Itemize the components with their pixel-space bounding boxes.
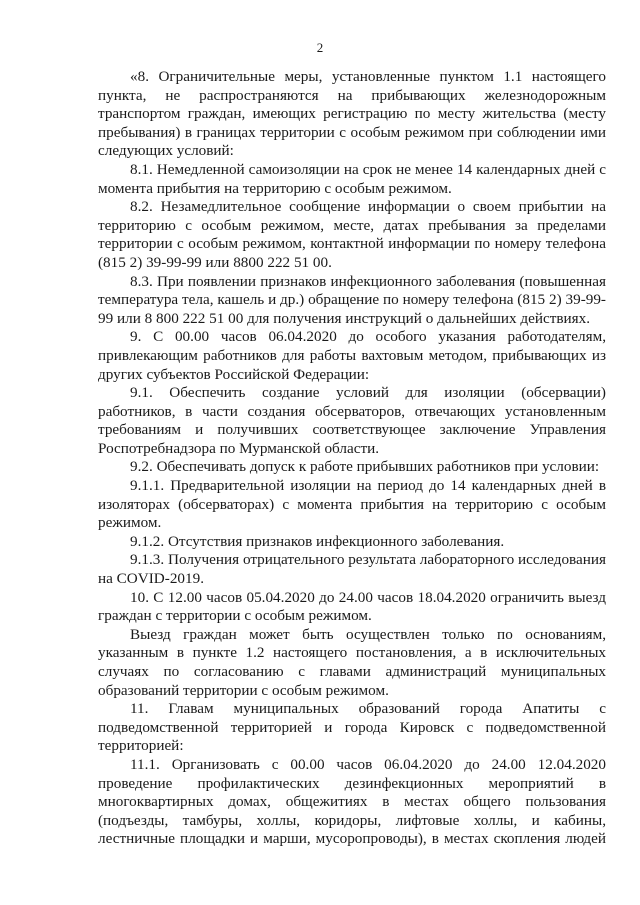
- paragraph-item-11-1: 11.1. Организовать с 00.00 часов 06.04.2020 до 24.00 12.04.2020 проведение профилактических дезинфекционных мероприятий в многоквартирных домах, общежитиях в местах общего пользования (подъезды, тамбуры, холлы, коридоры, лифтовые холлы, и кабины, лестничные площадки и марши, мусоропроводы), в местах скопления людей: [98, 755, 606, 848]
- document-body: [98, 68, 606, 849]
- paragraph-item-8-1: 8.1. Немедленной самоизоляции на срок не менее 14 календарных дней с момента прибытия на территорию с особым режимом.: [98, 160, 606, 197]
- paragraph-item-10: 10. С 12.00 часов 05.04.2020 до 24.00 часов 18.04.2020 ограничить выезд граждан с территории с особым режимом.: [98, 588, 606, 625]
- paragraph-item-8: «8. Ограничительные меры, установленные пунктом 1.1 настоящего пункта, не распространяются на прибывающих железнодорожным транспортом граждан, имеющих регистрацию по месту жительства (месту пребывания) в границах территории с особым режимом при соблюдении ими следующих условий:: [98, 68, 606, 160]
- page-number: 2: [316, 40, 324, 55]
- paragraph-item-9-1-2: 9.1.2. Отсутствия признаков инфекционного заболевания.: [130, 532, 505, 550]
- paragraph-exit-conditions: Выезд граждан может быть осуществлен только по основаниям, указанным в пункте 1.2 настоящего постановления, а в исключительных случаях по согласованию с главами администраций муниципальных образований территории с особым режимом.: [98, 625, 606, 699]
- paragraph-item-9-1: 9.1. Обеспечить создание условий для изоляции (обсервации) работников, в части создания обсерваторов, отвечающих установленным требованиям и получивших соответствующее заключение Управления Роспотребнадзора по Мурманской области.: [98, 384, 606, 457]
- paragraph-item-9-1-1: 9.1.1. Предварительной изоляции на период до 14 календарных дней в изоляторах (обсерваторах) с момента прибытия на территорию с особым режимом.: [98, 477, 606, 532]
- paragraph-item-11: 11. Главам муниципальных образований города Апатиты с подведомственной территорией и города Кировск с подведомственной территорией:: [98, 700, 606, 755]
- paragraph-item-8-2: 8.2. Незамедлительное сообщение информации о своем прибытии на территорию с особым режимом, месте, датах пребывания за пределами территории с особым режимом, контактной информации по номеру телефона (815 2) 39-99-99 или 8800 222 51 00.: [98, 198, 606, 271]
- paragraph-item-8-3: 8.3. При появлении признаков инфекционного заболевания (повышенная температура тела, кашель и др.) обращение по номеру телефона (815 2) 39-99-99 или 8 800 222 51 00 для получения инструкций о дальнейших действиях.: [98, 272, 606, 327]
- paragraph-item-9-2: 9.2. Обеспечивать допуск к работе прибывших работников при условии:: [130, 458, 600, 476]
- paragraph-item-9: 9. С 00.00 часов 06.04.2020 до особого указания работодателям, привлекающим работников для работы вахтовым методом, прибывающих из других субъектов Российской Федерации:: [98, 328, 606, 383]
- paragraph-item-9-1-3: 9.1.3. Получения отрицательного результата лабораторного исследования на COVID-2019.: [98, 551, 606, 588]
